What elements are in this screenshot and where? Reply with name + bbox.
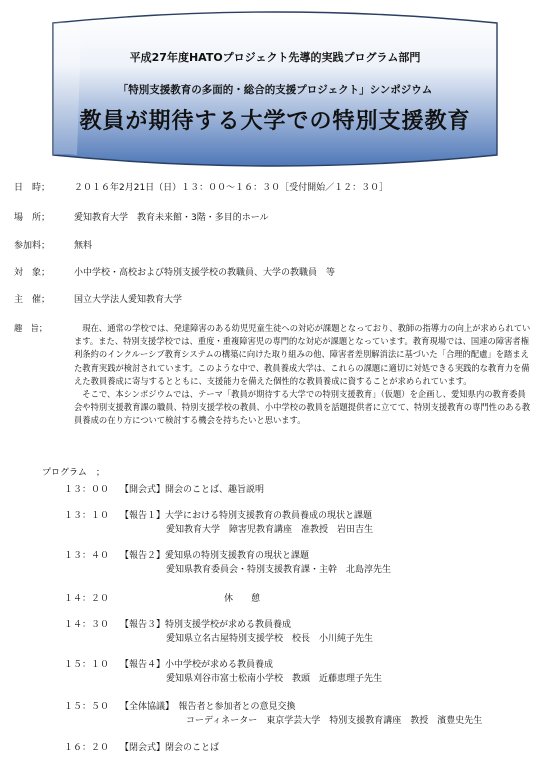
info-value: 小中学校・高校および特別支援学校の教職員、大学の教職員 等 — [74, 268, 336, 278]
program-time: １３：００ — [64, 485, 110, 495]
purpose-paragraph: そこで、本シンポジウムでは、テーマ「教員が期待する大学での特別支援教育」（仮題）を企画し、愛知県内の教育委員会や特別支援教育課の職員、特別支援学校の教員、小中学校の教員を話題提供者に立てて、特別支援教育の専門性のある教員養成の在り方について検討する機会を持ちたいと思います。 — [74, 389, 531, 426]
info-label: 参加料； — [14, 241, 51, 251]
program-time: １４：３０ — [64, 620, 110, 630]
program-break: 休 憩 — [224, 594, 261, 604]
program-title: 【報告２】愛知県の特別支援教育の現状と課題 — [120, 551, 310, 561]
program-speaker: 愛知県刈谷市富士松南小学校 教頭 近藤恵理子先生 — [166, 674, 383, 684]
program-speaker: 愛知県立名古屋特別支援学校 校長 小川純子先生 — [166, 634, 374, 644]
program-heading: プログラム ； — [42, 468, 105, 478]
purpose-paragraph: 現在、通常の学校では、発達障害のある幼児児童生徒への対応が課題となっており、教師の指導力の向上が求められています。また、特別支援学校では、重度・重複障害児の専門的な対応が課題となっています。教育現場では、国連の障害者権利条約のインクルーシブ教育システムの構築に向けた取り組みの他、障害者差別解消法に基づいた「合理的配慮」を踏まえた教育実践が検討されています。このような中で、教員養成大学は、これらの課題に適切に対処できる実践的な教育力を備えた教員養成に寄与するとともに、支援能力を備えた個性的な教員養成に資することが求められています。 — [74, 323, 531, 386]
program-speaker: 愛知県教育委員会・特別支援教育課・主幹 北島淳先生 — [166, 565, 392, 575]
info-label: 日 時； — [14, 183, 51, 193]
info-value: 無料 — [74, 241, 93, 251]
banner-project-line: 「特別支援教育の多面的・総合的支援プロジェクト」シンポジウム — [117, 84, 433, 96]
program-title: 【報告１】大学における特別支援教育の教員養成の現状と課題 — [120, 511, 373, 521]
program-time: １５：１０ — [64, 660, 110, 670]
program-title: 【報告３】特別支援学校が求める教員養成 — [120, 620, 292, 630]
purpose-label: 趣 旨； — [14, 323, 48, 333]
program-time: １５：５０ — [64, 702, 110, 712]
program-title: 【開会式】開会のことば、趣旨説明 — [120, 485, 265, 495]
program-time: １３：１０ — [64, 511, 110, 521]
info-value: ２０１６年2月21日（日）１３：００～１６：３０［受付開始／１２：３０］ — [74, 183, 389, 193]
program-title: 【閉会式】閉会のことば — [120, 743, 220, 753]
program-time: １４：２０ — [64, 594, 110, 604]
program-speaker: 愛知教育大学 障害児教育講座 准教授 岩田吉生 — [166, 525, 374, 535]
title-banner — [47, 5, 503, 173]
program-time: １３：４０ — [64, 551, 110, 561]
program-time: １６：２０ — [64, 743, 110, 753]
program-coordinator: コーディネーター 東京学芸大学 特別支援教育講座 教授 濱豊史先生 — [186, 716, 483, 726]
info-value: 国立大学法人愛知教育大学 — [74, 295, 183, 305]
info-label: 対 象； — [14, 268, 51, 278]
program-title: 【全体協議】 報告者と参加者との意見交換 — [120, 702, 296, 712]
info-value: 愛知教育大学 教育未来館・3階・多目的ホール — [74, 213, 269, 223]
info-label: 場 所； — [14, 213, 51, 223]
program-title: 【報告４】小中学校が求める教員養成 — [120, 660, 274, 670]
info-label: 主 催； — [14, 295, 51, 305]
page-title: 教員が期待する大学での特別支援教育 — [79, 109, 471, 134]
banner-program-line: 平成27年度HATOプロジェクト先導的実践プログラム部門 — [129, 51, 421, 64]
